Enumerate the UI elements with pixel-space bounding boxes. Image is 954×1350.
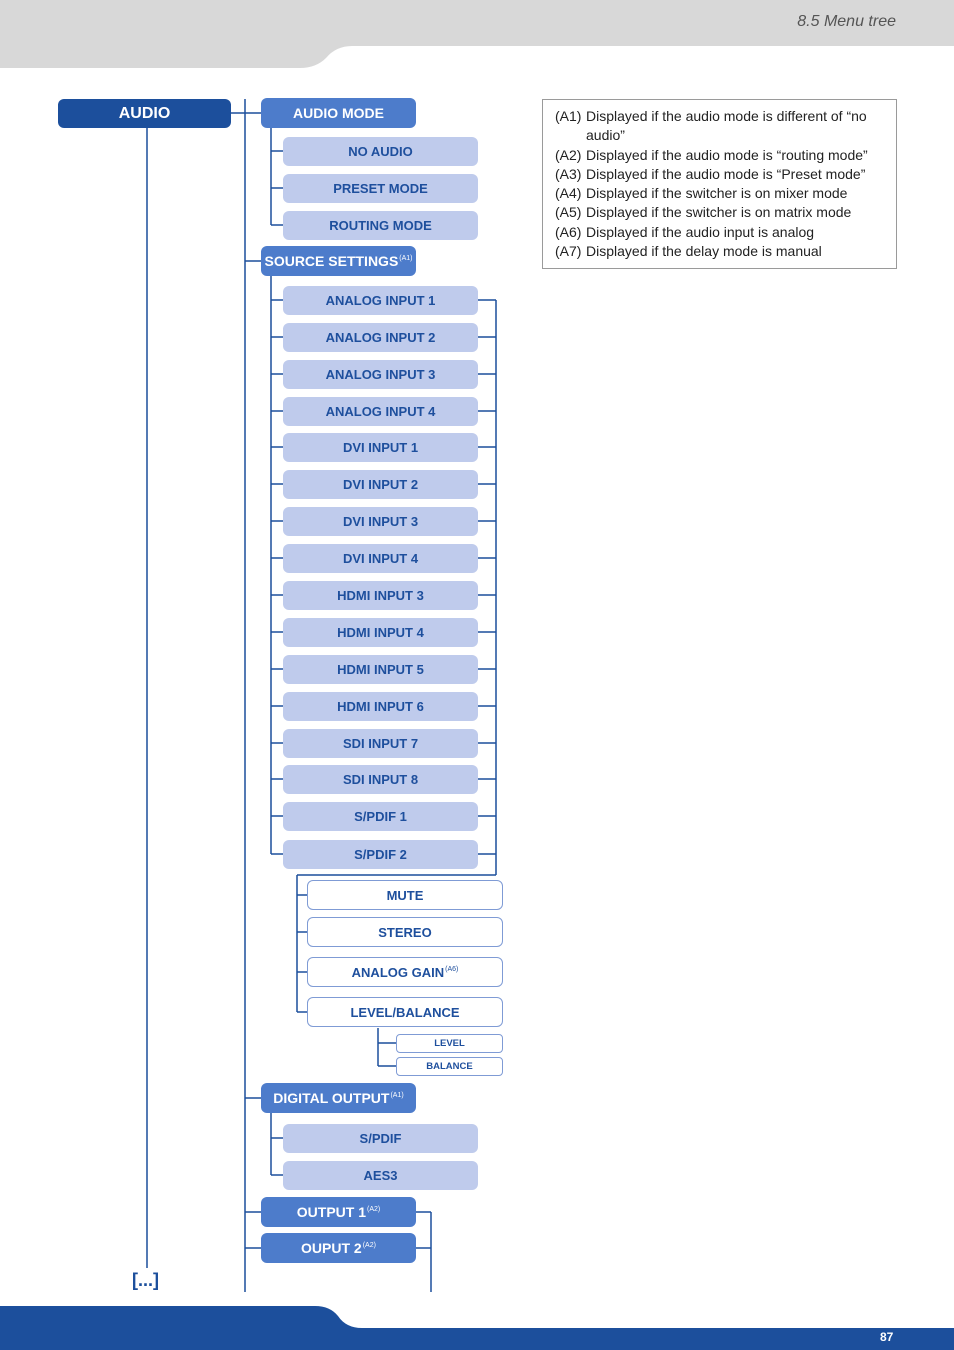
audio-mode-node[interactable]: AUDIO MODE (261, 98, 416, 128)
source-settings-node[interactable]: SOURCE SETTINGS $^{(A1)}$ (261, 246, 416, 276)
digital-output-item[interactable]: AES3 (283, 1161, 478, 1190)
more-ellipsis: [...] (132, 1270, 159, 1290)
note-line: (A4) Displayed if the switcher is on mixer mode (555, 185, 848, 202)
page-number: 87 (880, 1330, 894, 1344)
note-line: (A6) Displayed if the audio input is analog (555, 223, 815, 240)
audio-mode-item[interactable]: NO AUDIO (283, 137, 478, 166)
source-input-item[interactable]: ANALOG INPUT 2 (283, 323, 478, 352)
level-item[interactable]: LEVEL (396, 1034, 503, 1053)
source-input-item[interactable]: HDMI INPUT 5 (283, 655, 478, 684)
source-input-item[interactable]: ANALOG INPUT 1 (283, 286, 478, 315)
source-input-item[interactable]: SDI INPUT 8 (283, 765, 478, 794)
section-title: 8.5 Menu tree (797, 13, 896, 30)
mute-setting[interactable]: MUTE (307, 880, 503, 910)
source-input-item[interactable]: ANALOG INPUT 3 (283, 360, 478, 389)
note-line: (A3) Displayed if the audio mode is “Preset mode” (555, 165, 866, 182)
source-input-item[interactable]: S/PDIF 1 (283, 802, 478, 831)
source-input-item[interactable]: DVI INPUT 1 (283, 433, 478, 462)
digital-output-node[interactable]: DIGITAL OUTPUT $^{(A1)}$ (261, 1083, 416, 1113)
note-line: (A7) Displayed if the delay mode is manual (555, 243, 822, 260)
source-input-item[interactable]: HDMI INPUT 6 (283, 692, 478, 721)
digital-output-item[interactable]: S/PDIF (283, 1124, 478, 1153)
source-input-item[interactable]: DVI INPUT 3 (283, 507, 478, 536)
balance-item[interactable]: BALANCE (396, 1057, 503, 1076)
note-line: (A5) Displayed if the switcher is on matrix mode (555, 204, 852, 221)
analog-gain-setting[interactable]: ANALOG GAIN $^{(A6)}$ (307, 957, 503, 987)
source-input-item[interactable]: SDI INPUT 7 (283, 729, 478, 758)
notes-legend (542, 99, 897, 269)
level-balance-setting[interactable]: LEVEL/BALANCE (307, 997, 503, 1027)
output-1-node[interactable]: OUTPUT 1 $^{(A2)}$ (261, 1197, 416, 1227)
footer-band (0, 1300, 954, 1350)
source-input-item[interactable]: DVI INPUT 4 (283, 544, 478, 573)
source-input-item[interactable]: HDMI INPUT 3 (283, 581, 478, 610)
source-input-item[interactable]: ANALOG INPUT 4 (283, 397, 478, 426)
note-line: (A2) Displayed if the audio mode is “routing mode” (555, 146, 868, 163)
stereo-setting[interactable]: STEREO (307, 917, 503, 947)
output-2-node[interactable]: OUPUT 2 $^{(A2)}$ (261, 1233, 416, 1263)
source-input-item[interactable]: DVI INPUT 2 (283, 470, 478, 499)
audio-root[interactable]: AUDIO (58, 99, 231, 128)
audio-mode-item[interactable]: ROUTING MODE (283, 211, 478, 240)
audio-mode-item[interactable]: PRESET MODE (283, 174, 478, 203)
source-input-item[interactable]: S/PDIF 2 (283, 840, 478, 869)
note-line: (A1) Displayed if the audio mode is different of “no audio” (555, 108, 867, 144)
source-input-item[interactable]: HDMI INPUT 4 (283, 618, 478, 647)
